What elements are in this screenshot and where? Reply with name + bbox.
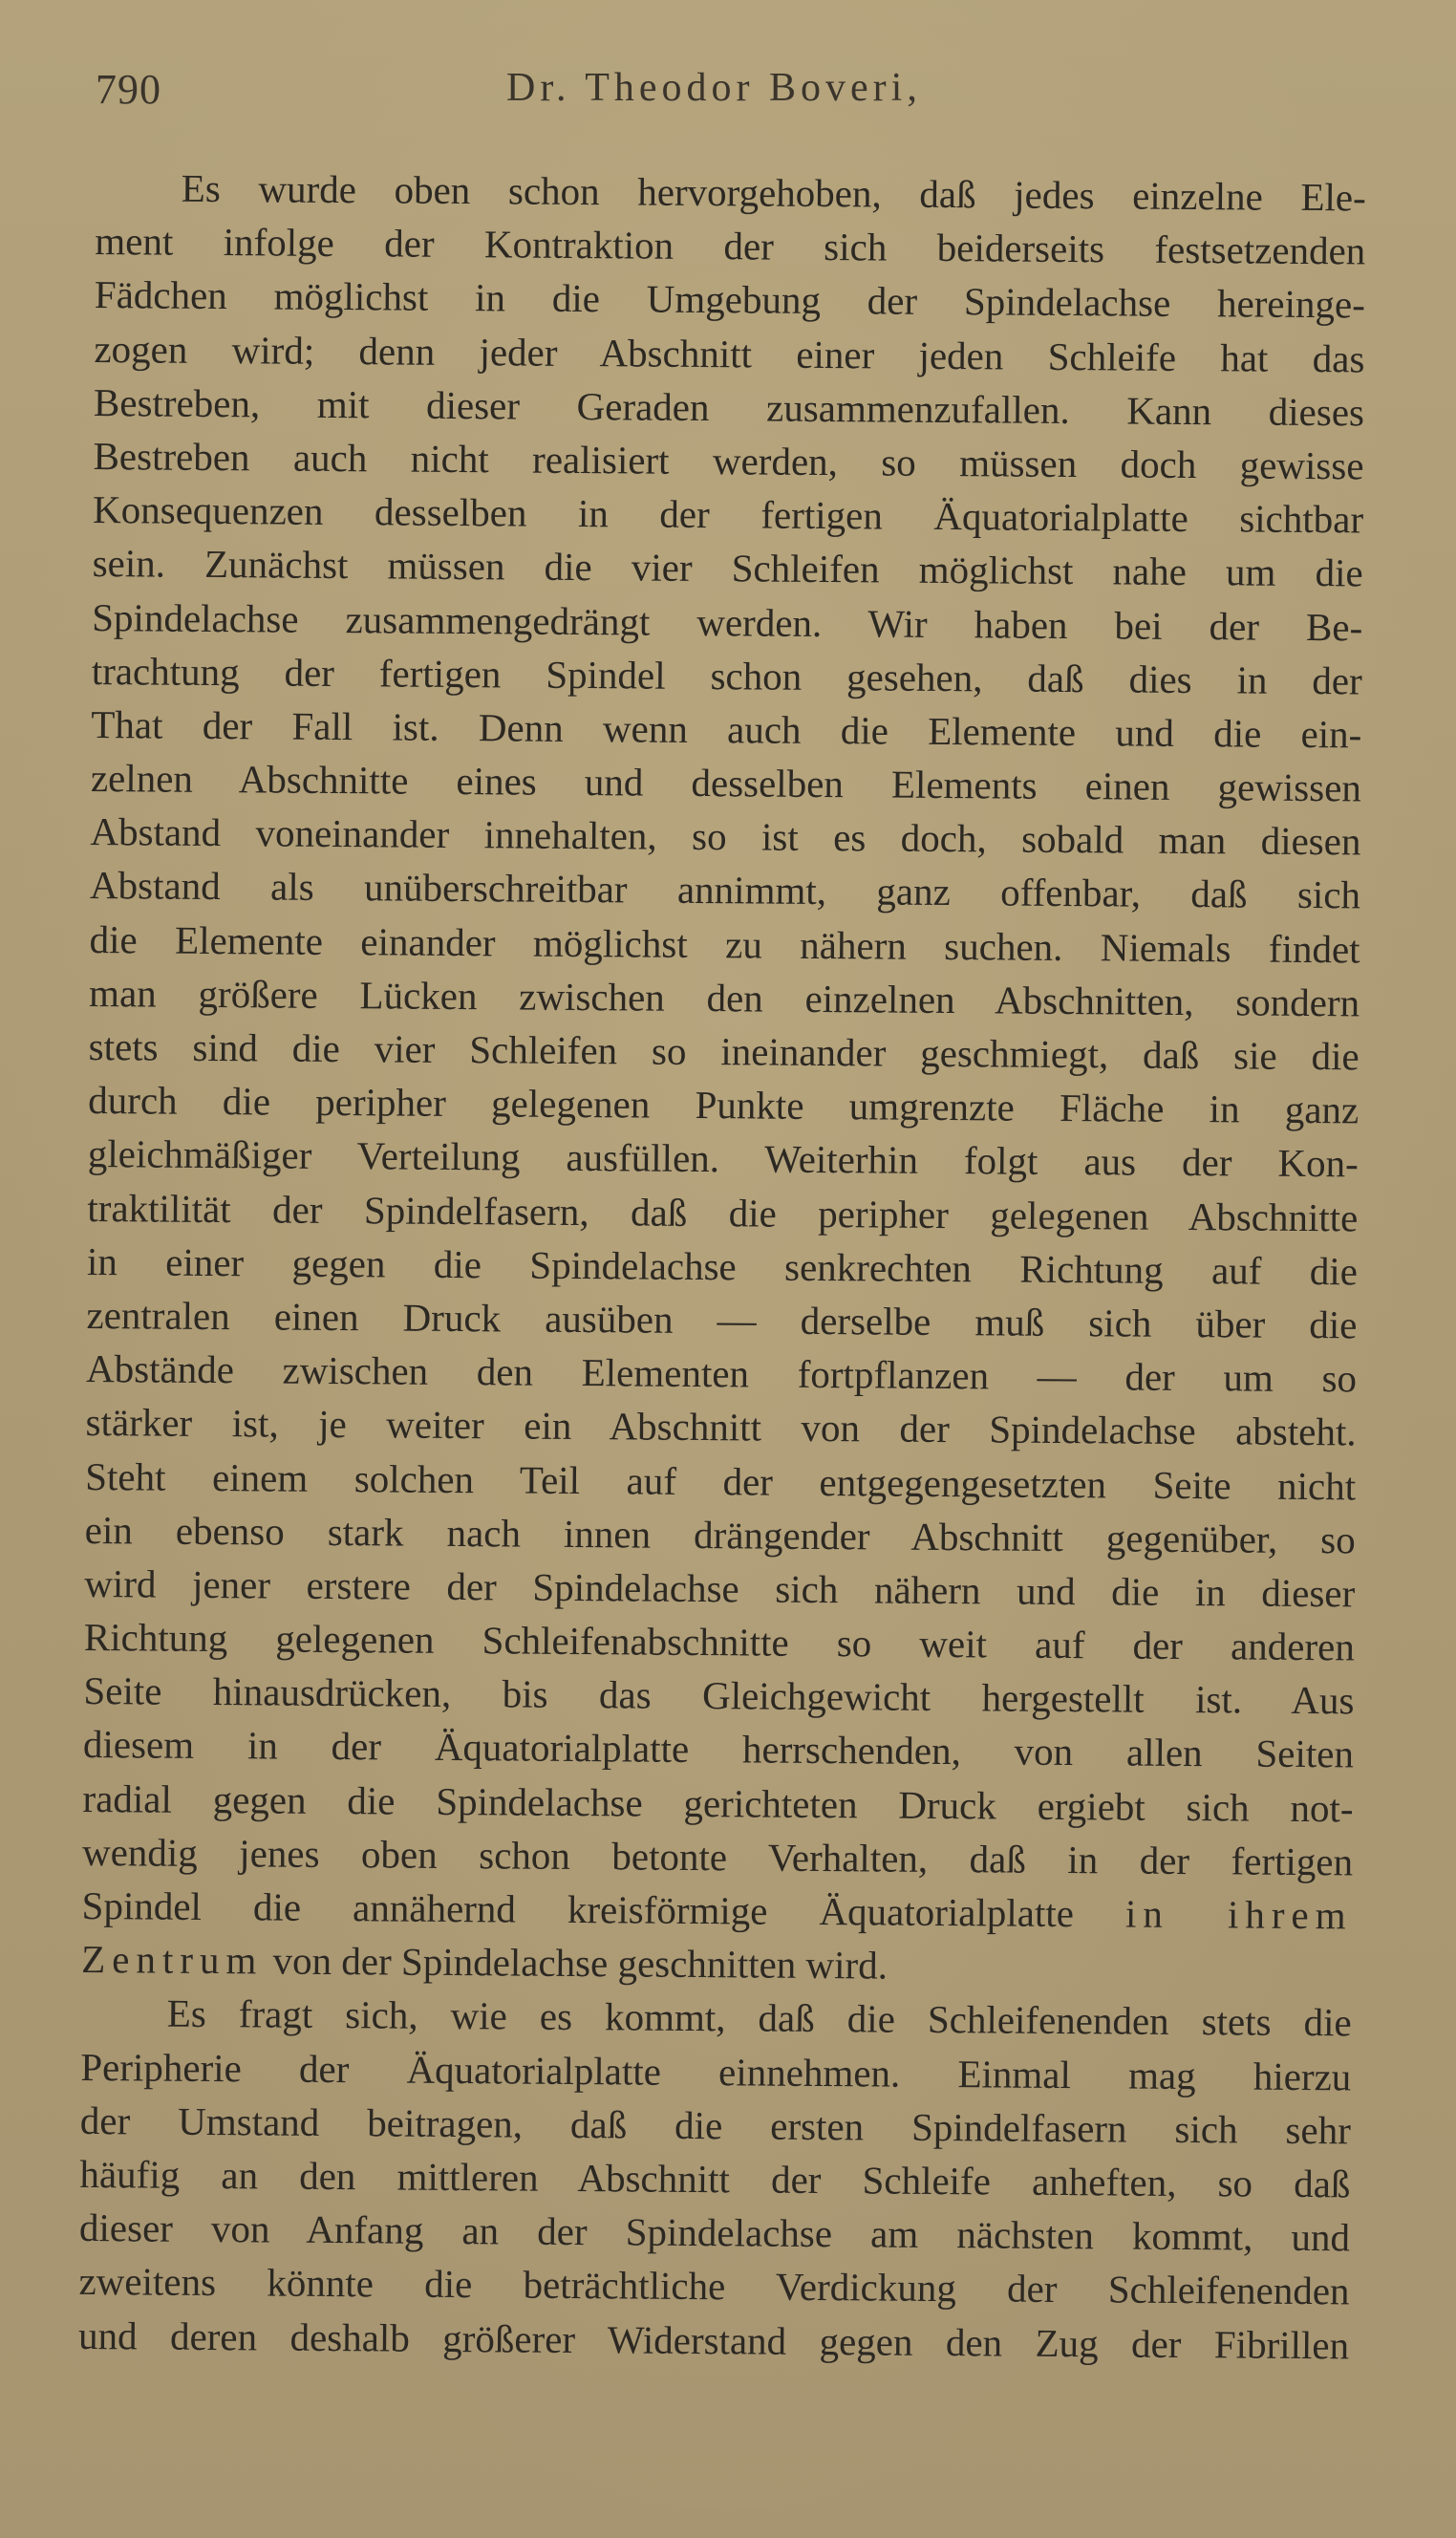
text-line: die Elemente einander möglichst zu nähern suchen. Niemals findet bbox=[89, 916, 1360, 972]
text-line: zentralen einen Druck ausüben — derselbe muß sich über die bbox=[86, 1292, 1358, 1347]
text-line: radial gegen die Spindelachse gerichteten Druck ergiebt sich not- bbox=[82, 1775, 1354, 1831]
text-line-with-emphasis bbox=[81, 1932, 1352, 1996]
text-line: Fädchen möglichst in die Umgebung der Spindelachse hereinge- bbox=[94, 272, 1366, 327]
text-line: in einer gegen die Spindelachse senkrechten Richtung auf die bbox=[86, 1238, 1359, 1294]
text-line: gleichmäßiger Verteilung ausfüllen. Weiterhin folgt aus der Kon- bbox=[87, 1131, 1359, 1186]
text-segment: Spindel die annähernd kreisförmige Äquatorialplatte bbox=[81, 1882, 1075, 1936]
page-number: 790 bbox=[96, 66, 161, 113]
text-line: traktilität der Spindelfasern, daß die peripher gelegenen Abschnitte bbox=[87, 1185, 1359, 1239]
text-line: Abstand als unüberschreitbar annimmt, ganz offenbar, daß sich bbox=[89, 863, 1361, 917]
text-line: Steht einem solchen Teil auf der entgegengesetzten Seite nicht bbox=[85, 1453, 1357, 1508]
text-line: Es wurde oben schon hervorgehoben, daß jedes einzelne Ele- bbox=[181, 165, 1366, 220]
text-line: Bestreben auch nicht realisiert werden, so müssen doch gewisse bbox=[93, 433, 1364, 488]
text-line: dieser von Anfang an der Spindelachse am nächsten kommt, und bbox=[78, 2205, 1351, 2260]
text-line: und deren deshalb größerer Widerstand gegen den Zug der Fibrillen bbox=[77, 2312, 1350, 2367]
text-line: häufig an den mittleren Abschnitt der Schleife anheften, so daß bbox=[79, 2151, 1351, 2206]
text-line: man größere Lücken zwischen den einzelnen Abschnitten, sondern bbox=[88, 970, 1360, 1025]
text-line: ein ebenso stark nach innen drängender Abschnitt gegenüber, so bbox=[84, 1507, 1356, 1562]
text-line: ment infolge der Kontraktion der sich beiderseits festsetzenden bbox=[95, 219, 1366, 273]
page-header bbox=[96, 65, 1366, 122]
text-line: stärker ist, je weiter ein Abschnitt von der Spindelachse absteht. bbox=[85, 1400, 1357, 1454]
text-line: That der Fall ist. Denn wenn auch die Elemente und die ein- bbox=[91, 701, 1362, 757]
text-line: Abstände zwischen den Elementen fortpflanzen — der um so bbox=[85, 1346, 1358, 1401]
text-line: durch die peripher gelegenen Punkte umgrenzte Fläche in ganz bbox=[88, 1078, 1360, 1132]
emphasized-text: in ihrem bbox=[1124, 1891, 1353, 1938]
text-line: Spindelachse zusammengedrängt werden. Wir haben bei der Be- bbox=[92, 594, 1363, 649]
text-line: sein. Zunächst müssen die vier Schleifen möglichst nahe um die bbox=[92, 541, 1363, 595]
text-line: zweitens könnte die beträchtliche Verdickung der Schleifenenden bbox=[78, 2259, 1350, 2313]
text-line: der Umstand beitragen, daß die ersten Spindelfasern sich sehr bbox=[79, 2097, 1352, 2153]
text-line: Seite hinausdrücken, bis das Gleichgewicht hergestellt ist. Aus bbox=[83, 1668, 1355, 1723]
body-text bbox=[78, 161, 1366, 2372]
text-line: Bestreben, mit dieser Geraden zusammenzufallen. Kann dieses bbox=[93, 379, 1365, 435]
text-line: wendig jenes oben schon betonte Verhalten, daß in der fertigen bbox=[81, 1829, 1354, 1884]
text-segment: von der Spindelachse geschnitten wird. bbox=[272, 1938, 889, 1988]
text-line: trachtung der fertigen Spindel schon gesehen, daß dies in der bbox=[91, 648, 1362, 703]
text-line: stets sind die vier Schleifen so ineinander geschmiegt, daß sie die bbox=[88, 1023, 1360, 1079]
text-line: Peripherie der Äquatorialplatte einnehmen. Einmal mag hierzu bbox=[80, 2044, 1352, 2098]
emphasized-text: Zentrum bbox=[81, 1937, 264, 1983]
text-line: Es fragt sich, wie es kommt, daß die Schleifenenden stets die bbox=[166, 1991, 1352, 2045]
text-line: wird jener erstere der Spindelachse sich nähern und die in dieser bbox=[84, 1560, 1356, 1616]
running-head: Dr. Theodor Boveri, bbox=[506, 66, 922, 110]
text-line-with-emphasis bbox=[81, 1879, 1352, 1943]
text-line: zogen wird; denn jeder Abschnitt einer jeden Schleife hat das bbox=[94, 326, 1365, 381]
text-line: diesem in der Äquatorialplatte herrschenden, von allen Seiten bbox=[82, 1722, 1355, 1776]
text-line: zelnen Abschnitte eines und desselben Elements einen gewissen bbox=[90, 756, 1362, 810]
text-line: Konsequenzen desselben in der fertigen Äquatorialplatte sichtbar bbox=[92, 487, 1364, 542]
text-line: Richtung gelegenen Schleifenabschnitte so weit auf der anderen bbox=[83, 1615, 1356, 1669]
text-line: Abstand voneinander innehalten, so ist es doch, sobald man diesen bbox=[90, 809, 1361, 864]
